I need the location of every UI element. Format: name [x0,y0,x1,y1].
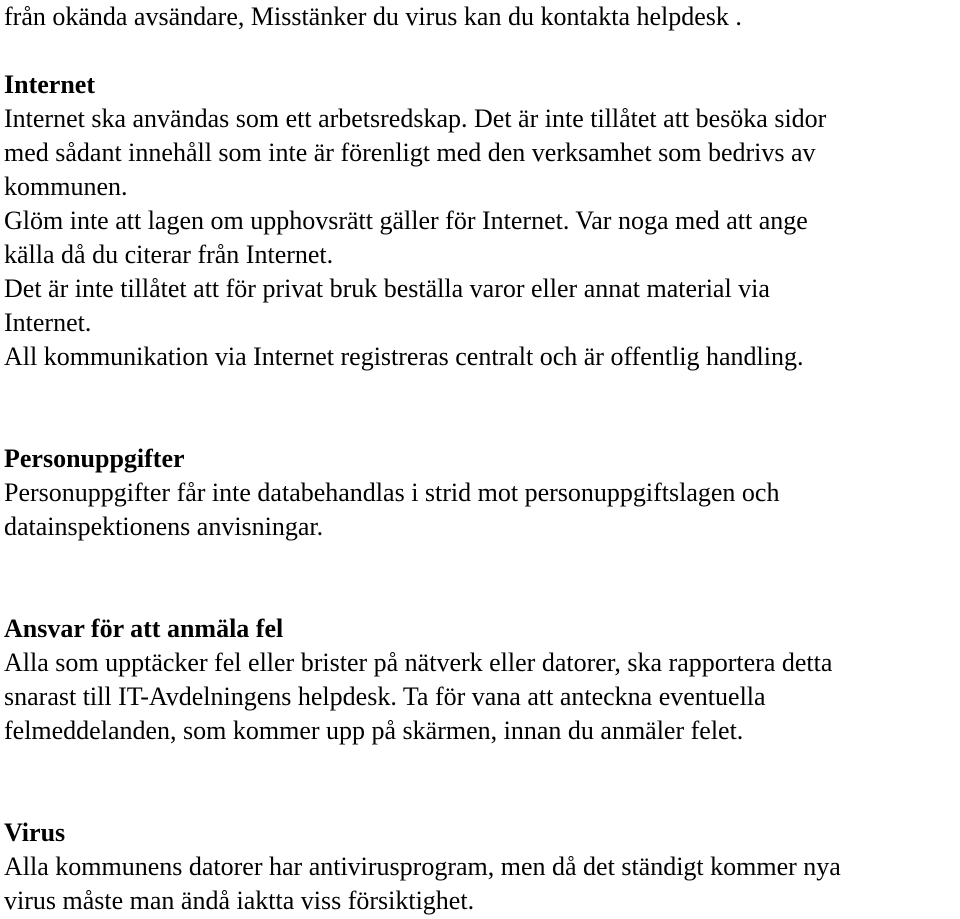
section-personuppgifter [4,442,960,544]
paragraph-line: Alla som upptäcker fel eller brister på nätverk eller datorer, ska rapportera detta [4,648,833,677]
paragraph-line: virus måste man ändå iaktta viss försiktighet. [4,886,475,915]
paragraph-line: Alla kommunens datorer har antivirusprogram, men då det ständigt kommer nya [4,852,841,881]
paragraph-line: kommunen. [4,172,128,201]
paragraph-line: Personuppgifter får inte databehandlas i strid mot personuppgiftslagen och [4,478,780,507]
section-ansvar [4,612,960,748]
paragraph-line: Internet. [4,308,92,337]
paragraph-line: All kommunikation via Internet registreras centralt och är offentlig handling. [4,342,804,371]
intro-line: från okända avsändare, Misstänker du virus kan du kontakta helpdesk . [4,2,742,31]
section-heading-internet: Internet [4,70,95,99]
section-heading-personuppgifter: Personuppgifter [4,444,185,473]
paragraph-line: Internet ska användas som ett arbetsredskap. Det är inte tillåtet att besöka sidor [4,104,827,133]
section-internet [4,68,960,374]
paragraph-line: snarast till IT-Avdelningens helpdesk. Ta för vana att anteckna eventuella [4,682,766,711]
paragraph-line: felmeddelanden, som kommer upp på skärmen, innan du anmäler felet. [4,716,744,745]
document-page [4,0,960,918]
section-heading-virus: Virus [4,818,66,847]
section-heading-ansvar: Ansvar för att anmäla fel [4,614,284,643]
section-virus [4,816,960,918]
paragraph-line: Det är inte tillåtet att för privat bruk beställa varor eller annat material via [4,274,770,303]
paragraph-line: källa då du citerar från Internet. [4,240,334,269]
paragraph-line: Glöm inte att lagen om upphovsrätt gäller för Internet. Var noga med att ange [4,206,808,235]
paragraph-line: datainspektionens anvisningar. [4,512,324,541]
spacer [4,544,960,612]
spacer [4,748,960,816]
spacer [4,374,960,442]
paragraph-line: med sådant innehåll som inte är förenligt med den verksamhet som bedrivs av [4,138,816,167]
spacer [4,34,960,68]
